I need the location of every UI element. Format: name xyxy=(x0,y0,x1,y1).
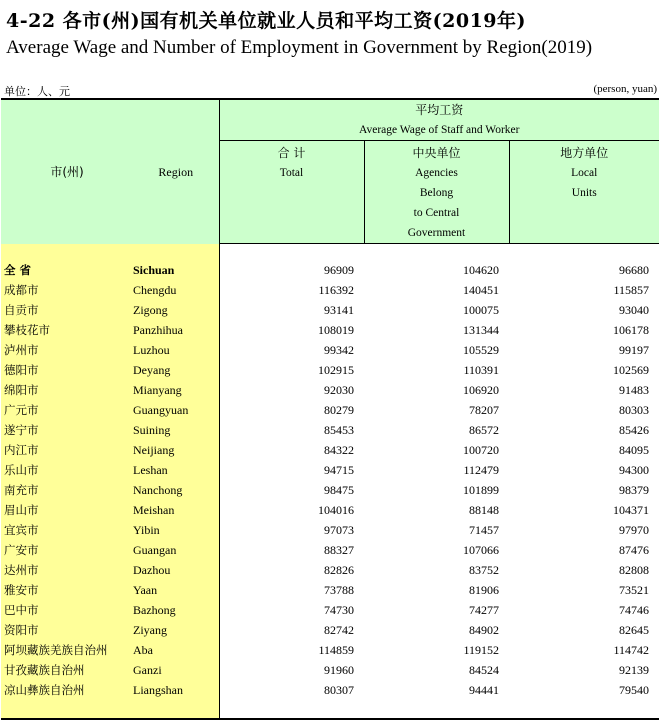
table-row xyxy=(1,680,659,700)
header-central-en-3: to Central xyxy=(413,207,460,219)
cell-total: 108019 xyxy=(219,320,364,340)
cell-region-en: Bazhong xyxy=(133,600,219,620)
cell-total: 80307 xyxy=(219,680,364,700)
cell-central: 71457 xyxy=(469,523,499,537)
cell-local: 97970 xyxy=(619,523,650,537)
cell-region-en: Leshan xyxy=(133,460,219,480)
cell-local: 104371 xyxy=(613,503,650,517)
header-local-cn: 地方单位 xyxy=(560,146,609,160)
cell-city-cn: 雅安市 xyxy=(1,580,133,600)
cell-region-en: Dazhou xyxy=(133,560,219,580)
unit-label-english: (person, yuan) xyxy=(593,83,657,95)
cell-total: 99342 xyxy=(219,340,364,360)
header-total xyxy=(219,141,364,244)
cell-region-en: Zigong xyxy=(133,300,219,320)
cell-central: 106920 xyxy=(463,383,499,397)
cell-central: 110391 xyxy=(463,363,499,377)
cell-region-en: Panzhihua xyxy=(133,320,219,340)
table-row xyxy=(1,560,659,580)
cell-region-en: Aba xyxy=(133,640,219,660)
cell-region-en: Yaan xyxy=(133,580,219,600)
cell-total: 82826 xyxy=(219,560,364,580)
cell-city-cn: 资阳市 xyxy=(1,620,133,640)
cell-total: 73788 xyxy=(219,580,364,600)
unit-label-chinese: 单位：人、元 xyxy=(4,85,70,98)
table-row xyxy=(1,340,659,360)
cell-region-en: Nanchong xyxy=(133,480,219,500)
header-central-en-4: Government xyxy=(407,227,466,239)
cell-total: 98475 xyxy=(219,480,364,500)
cell-city-cn: 广安市 xyxy=(1,540,133,560)
cell-central: 83752 xyxy=(469,563,499,577)
table-row xyxy=(1,400,659,420)
cell-region-en: Ziyang xyxy=(133,620,219,640)
header-total-en: Total xyxy=(279,167,304,179)
wage-table xyxy=(1,98,659,720)
cell-local: 92139 xyxy=(619,663,650,677)
cell-local: 102569 xyxy=(613,363,650,377)
table-row xyxy=(1,460,659,480)
cell-region-en: Luzhou xyxy=(133,340,219,360)
cell-total: 92030 xyxy=(219,380,364,400)
cell-region-en: Meishan xyxy=(133,500,219,520)
cell-city-cn: 遂宁市 xyxy=(1,420,133,440)
cell-city-cn: 绵阳市 xyxy=(1,380,133,400)
cell-local: 96680 xyxy=(619,263,650,277)
header-local xyxy=(509,141,659,244)
cell-central: 100720 xyxy=(463,443,499,457)
cell-local: 93040 xyxy=(619,303,650,317)
cell-local: 98379 xyxy=(619,483,650,497)
cell-local: 114742 xyxy=(613,643,650,657)
cell-total: 94715 xyxy=(219,460,364,480)
cell-region-en: Sichuan xyxy=(133,260,219,280)
header-region-en: Region xyxy=(133,99,219,244)
cell-city-cn: 内江市 xyxy=(1,440,133,460)
cell-central: 107066 xyxy=(463,543,499,557)
cell-region-en: Mianyang xyxy=(133,380,219,400)
table-row xyxy=(1,660,659,680)
table-row xyxy=(1,620,659,640)
cell-local: 82645 xyxy=(619,623,650,637)
cell-region-en: Neijiang xyxy=(133,440,219,460)
cell-central: 86572 xyxy=(469,423,499,437)
table-row xyxy=(1,360,659,380)
table-row xyxy=(1,420,659,440)
cell-central: 81906 xyxy=(469,583,499,597)
cell-city-cn: 德阳市 xyxy=(1,360,133,380)
cell-total: 102915 xyxy=(219,360,364,380)
cell-region-en: Suining xyxy=(133,420,219,440)
cell-region-en: Ganzi xyxy=(133,660,219,680)
cell-central: 84524 xyxy=(469,663,499,677)
table-row-total xyxy=(1,260,659,280)
cell-city-cn: 巴中市 xyxy=(1,600,133,620)
table-title-chinese: 4-22 各市(州)国有机关单位就业人员和平均工资(2019年) xyxy=(6,10,527,32)
table-header xyxy=(1,99,659,244)
table-title-english: Average Wage and Number of Employment in Government by Region(2019) xyxy=(6,37,593,58)
cell-total: 93141 xyxy=(219,300,364,320)
table-body xyxy=(1,244,659,720)
cell-city-cn: 甘孜藏族自治州 xyxy=(1,660,133,680)
header-group-cn: 平均工资 xyxy=(415,103,464,117)
cell-local: 79540 xyxy=(619,683,650,697)
cell-city-cn: 广元市 xyxy=(1,400,133,420)
cell-region-en: Guangan xyxy=(133,540,219,560)
cell-local: 115857 xyxy=(613,283,650,297)
cell-city-cn: 南充市 xyxy=(1,480,133,500)
cell-city-cn: 全 省 xyxy=(1,260,133,280)
table-row xyxy=(1,280,659,300)
cell-total: 84322 xyxy=(219,440,364,460)
header-local-en-2: Units xyxy=(571,187,597,199)
header-central-en-1: Agencies xyxy=(415,167,458,179)
cell-central: 84902 xyxy=(469,623,499,637)
cell-city-cn: 宜宾市 xyxy=(1,520,133,540)
cell-city-cn: 攀枝花市 xyxy=(1,320,133,340)
cell-local: 74746 xyxy=(619,603,650,617)
cell-total: 91960 xyxy=(219,660,364,680)
cell-city-cn: 达州市 xyxy=(1,560,133,580)
cell-city-cn: 凉山彝族自治州 xyxy=(1,680,133,700)
cell-local: 94300 xyxy=(619,463,650,477)
cell-region-en: Guangyuan xyxy=(133,400,219,420)
spacer-row xyxy=(1,244,659,261)
header-central xyxy=(364,141,509,244)
table-row xyxy=(1,480,659,500)
cell-local: 106178 xyxy=(613,323,650,337)
header-central-cn: 中央单位 xyxy=(412,146,461,160)
cell-region-en: Deyang xyxy=(133,360,219,380)
table-row xyxy=(1,440,659,460)
cell-total: 88327 xyxy=(219,540,364,560)
cell-central: 104620 xyxy=(463,263,499,277)
table-row xyxy=(1,580,659,600)
table-end-row xyxy=(1,700,659,719)
cell-total: 74730 xyxy=(219,600,364,620)
cell-local: 85426 xyxy=(619,423,650,437)
cell-city-cn: 自贡市 xyxy=(1,300,133,320)
table-row xyxy=(1,520,659,540)
cell-region-en: Chengdu xyxy=(133,280,219,300)
cell-total: 82742 xyxy=(219,620,364,640)
cell-local: 82808 xyxy=(619,563,650,577)
cell-central: 112479 xyxy=(463,463,499,477)
cell-total: 85453 xyxy=(219,420,364,440)
cell-city-cn: 乐山市 xyxy=(1,460,133,480)
table-row xyxy=(1,320,659,340)
cell-central: 78207 xyxy=(469,403,499,417)
table-row xyxy=(1,640,659,660)
table-row xyxy=(1,300,659,320)
table-row xyxy=(1,600,659,620)
header-city-cn: 市(州) xyxy=(1,99,133,244)
cell-city-cn: 眉山市 xyxy=(1,500,133,520)
header-group-en: Average Wage of Staff and Worker xyxy=(359,124,520,136)
cell-central: 140451 xyxy=(463,283,499,297)
cell-total: 96909 xyxy=(219,260,364,280)
header-central-en-2: Belong xyxy=(419,187,454,199)
cell-central: 131344 xyxy=(463,323,499,337)
header-total-cn: 合 计 xyxy=(277,146,306,160)
cell-local: 84095 xyxy=(619,443,650,457)
cell-central: 88148 xyxy=(469,503,499,517)
cell-local: 91483 xyxy=(619,383,650,397)
cell-total: 116392 xyxy=(219,280,364,300)
cell-total: 97073 xyxy=(219,520,364,540)
cell-local: 80303 xyxy=(619,403,650,417)
cell-central: 119152 xyxy=(463,643,499,657)
cell-total: 104016 xyxy=(219,500,364,520)
table-row xyxy=(1,500,659,520)
header-average-wage-group xyxy=(219,99,659,141)
header-local-en-1: Local xyxy=(571,167,598,179)
cell-local: 87476 xyxy=(619,543,650,557)
cell-total: 114859 xyxy=(219,640,364,660)
cell-local: 99197 xyxy=(619,343,650,357)
cell-local: 73521 xyxy=(619,583,650,597)
cell-city-cn: 阿坝藏族羌族自治州 xyxy=(1,640,133,660)
cell-central: 101899 xyxy=(463,483,499,497)
cell-city-cn: 成都市 xyxy=(1,280,133,300)
cell-central: 100075 xyxy=(463,303,499,317)
cell-region-en: Liangshan xyxy=(133,680,219,700)
table-row xyxy=(1,380,659,400)
cell-city-cn: 泸州市 xyxy=(1,340,133,360)
cell-central: 94441 xyxy=(469,683,499,697)
cell-region-en: Yibin xyxy=(133,520,219,540)
table-row xyxy=(1,540,659,560)
cell-central: 74277 xyxy=(469,603,499,617)
cell-total: 80279 xyxy=(219,400,364,420)
cell-central: 105529 xyxy=(463,343,499,357)
